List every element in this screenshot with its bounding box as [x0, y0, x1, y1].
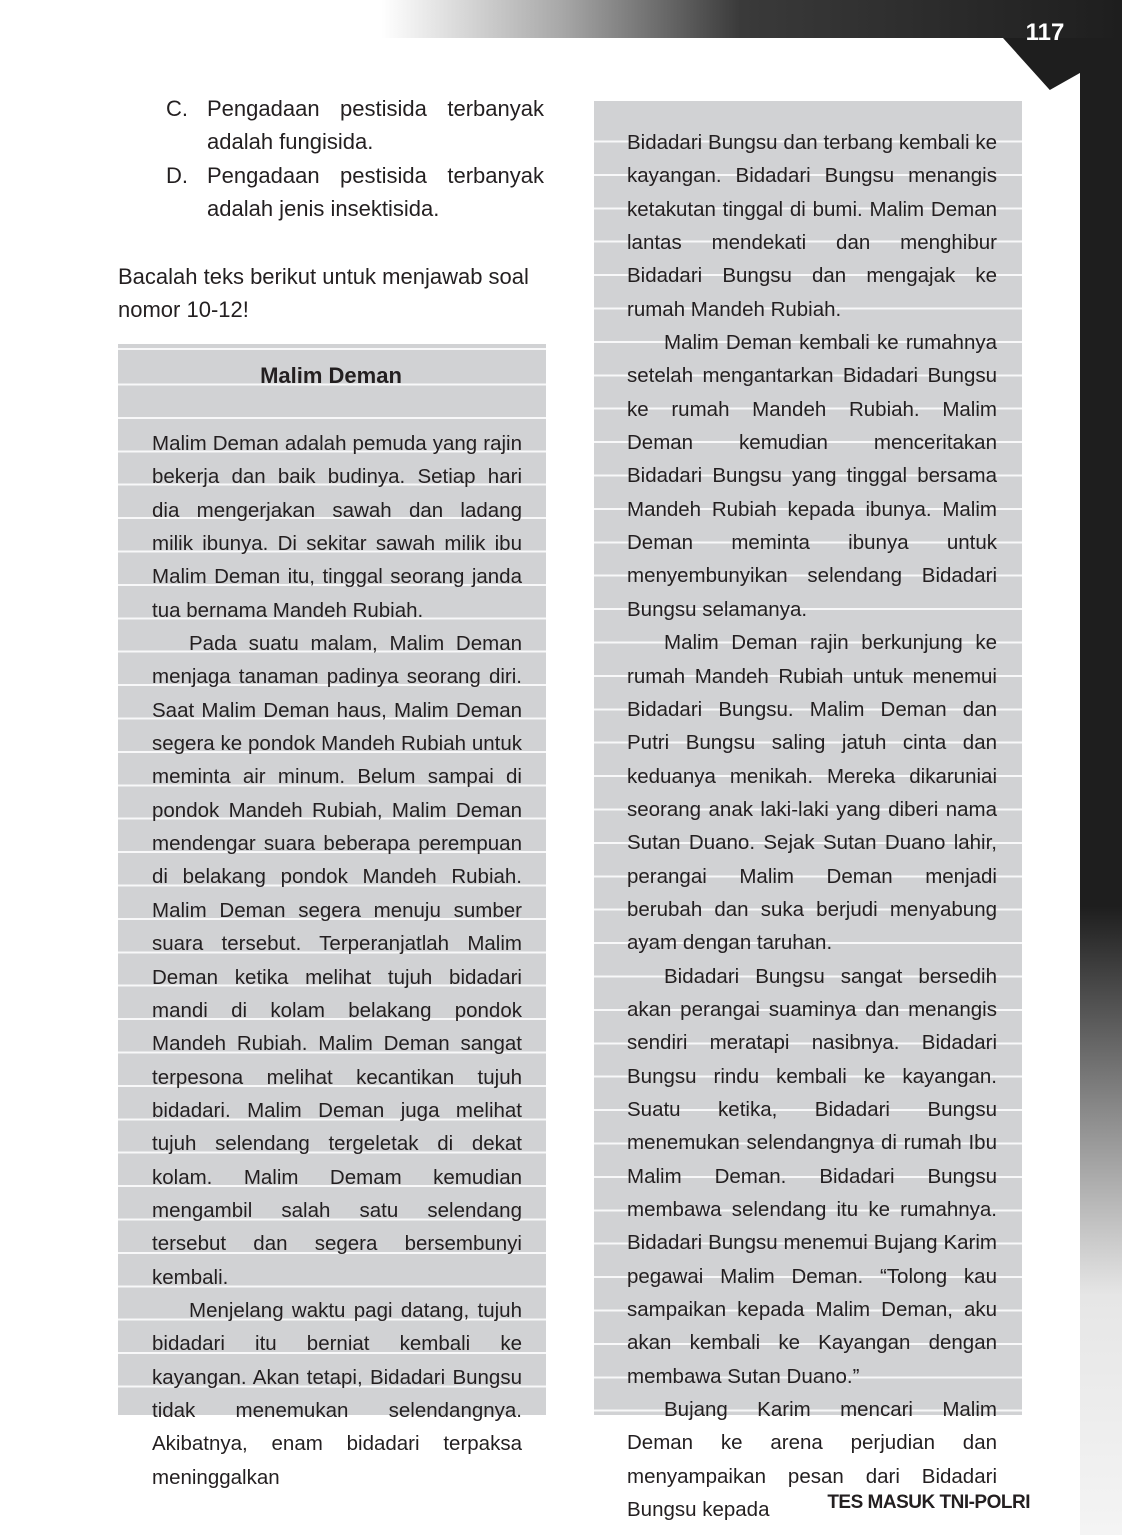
story-text-left — [152, 427, 522, 1494]
option-text-line: Pengadaan pestisida terbanyak — [207, 96, 544, 121]
option-text-line: adalah fungisida. — [207, 129, 374, 155]
story-paragraph: Bidadari Bungsu dan terbang kembali ke kayangan. Bidadari Bungsu menangis ketakutan tinggal di bumi. Malim Deman lantas mendekati dan menghibur Bidadari Bungsu dan mengajak ke rumah Mandeh Rubiah. — [627, 131, 997, 321]
option-letter: C. — [166, 96, 188, 121]
option-letter: D. — [166, 162, 188, 188]
story-title: Malim Deman — [260, 363, 402, 388]
story-paragraph: Malim Deman rajin berkunjung ke rumah Mandeh Rubiah untuk menemui Bidadari Bungsu. Malim Deman dan Putri Bungsu saling jatuh cinta dan keduanya menikah. Mereka dikaruniai seorang anak laki-laki yang diberi nama Sutan Duano. Sejak Sutan Duano lahir, perangai Malim Deman menjadi berubah dan suka berjudi menyabung ayam dengan taruhan. — [627, 631, 997, 955]
page-number: 117 — [1025, 19, 1065, 46]
option-d — [166, 159, 544, 226]
story-text-right — [627, 126, 997, 1526]
reading-instruction: Bacalah teks berikut untuk menjawab soal nomor 10-12! — [118, 264, 529, 323]
story-paragraph: Pada suatu malam, Malim Deman menjaga tanaman padinya seorang diri. Saat Malim Deman haus, Malim Deman segera ke pondok Mandeh Rubiah untuk meminta air minum. Belum sampai di pondok Mandeh Rubiah, Malim Deman mendengar suara beberapa perempuan di belakang pondok Mandeh Rubiah. Malim Deman segera menuju sumber suara tersebut. Terperanjatlah Malim Deman ketika melihat tujuh bidadari mandi di kolam belakang pondok Mandeh Rubiah. Malim Deman sangat terpesona melihat kecantikan tujuh bidadari. Malim Deman juga melihat tujuh selendang tergeletak di dekat kolam. Malim Demam kemudian mengambil salah satu selendang tersebut dan segera bersembunyi kembali. — [152, 632, 522, 1289]
story-paragraph: Bujang Karim mencari Malim Deman ke arena perjudian dan menyampaikan pesan dari Bidadari Bungsu kepada — [627, 1398, 997, 1522]
story-paragraph: Malim Deman kembali ke rumahnya setelah mengantarkan Bidadari Bungsu ke rumah Mandeh Rubiah. Malim Deman kemudian menceritakan Bidadari Bungsu yang tinggal bersama Mandeh Rubiah kepada ibunya. Malim Deman meminta ibunya untuk menyembunyikan selendang Bidadari Bungsu selamanya. — [627, 331, 997, 621]
side-gradient-bar — [1080, 38, 1122, 1535]
option-text — [207, 92, 544, 159]
option-text-line: Pengadaan pestisida terbanyak — [207, 162, 544, 188]
header-gradient-bar — [0, 0, 1122, 38]
option-text-line: adalah jenis insektisida. — [207, 196, 440, 222]
story-paragraph: Menjelang waktu pagi datang, tujuh bidadari itu berniat kembali ke kayangan. Akan tetapi, Bidadari Bungsu tidak menemukan selendangnya. Akibatnya, enam bidadari terpaksa meninggalkan — [152, 1298, 522, 1489]
answer-options — [166, 92, 544, 226]
story-paragraph: Malim Deman adalah pemuda yang rajin bekerja dan baik budinya. Setiap hari dia mengerjakan sawah dan ladang milik ibunya. Di sekitar sawah milik ibu Malim Deman itu, tinggal seorang janda tua bernama Mandeh Rubiah. — [152, 432, 522, 622]
footer-title: TES MASUK TNI-POLRI — [827, 1492, 1030, 1513]
story-paragraph: Bidadari Bungsu sangat bersedih akan perangai suaminya dan menangis sendiri meratapi nasibnya. Bidadari Bungsu rindu kembali ke kayangan. Suatu ketika, Bidadari Bungsu menemukan selendangnya di rumah Ibu Malim Deman. Bidadari Bungsu membawa selendang itu ke rumahnya. Bidadari Bungsu menemui Bujang Karim pegawai Malim Deman. “Tolong kau sampaikan kepada Malim Deman, aku akan kembali ke Kayangan dengan membawa Sutan Duano.” — [627, 964, 997, 1388]
option-c — [166, 92, 544, 159]
option-text — [207, 159, 544, 226]
